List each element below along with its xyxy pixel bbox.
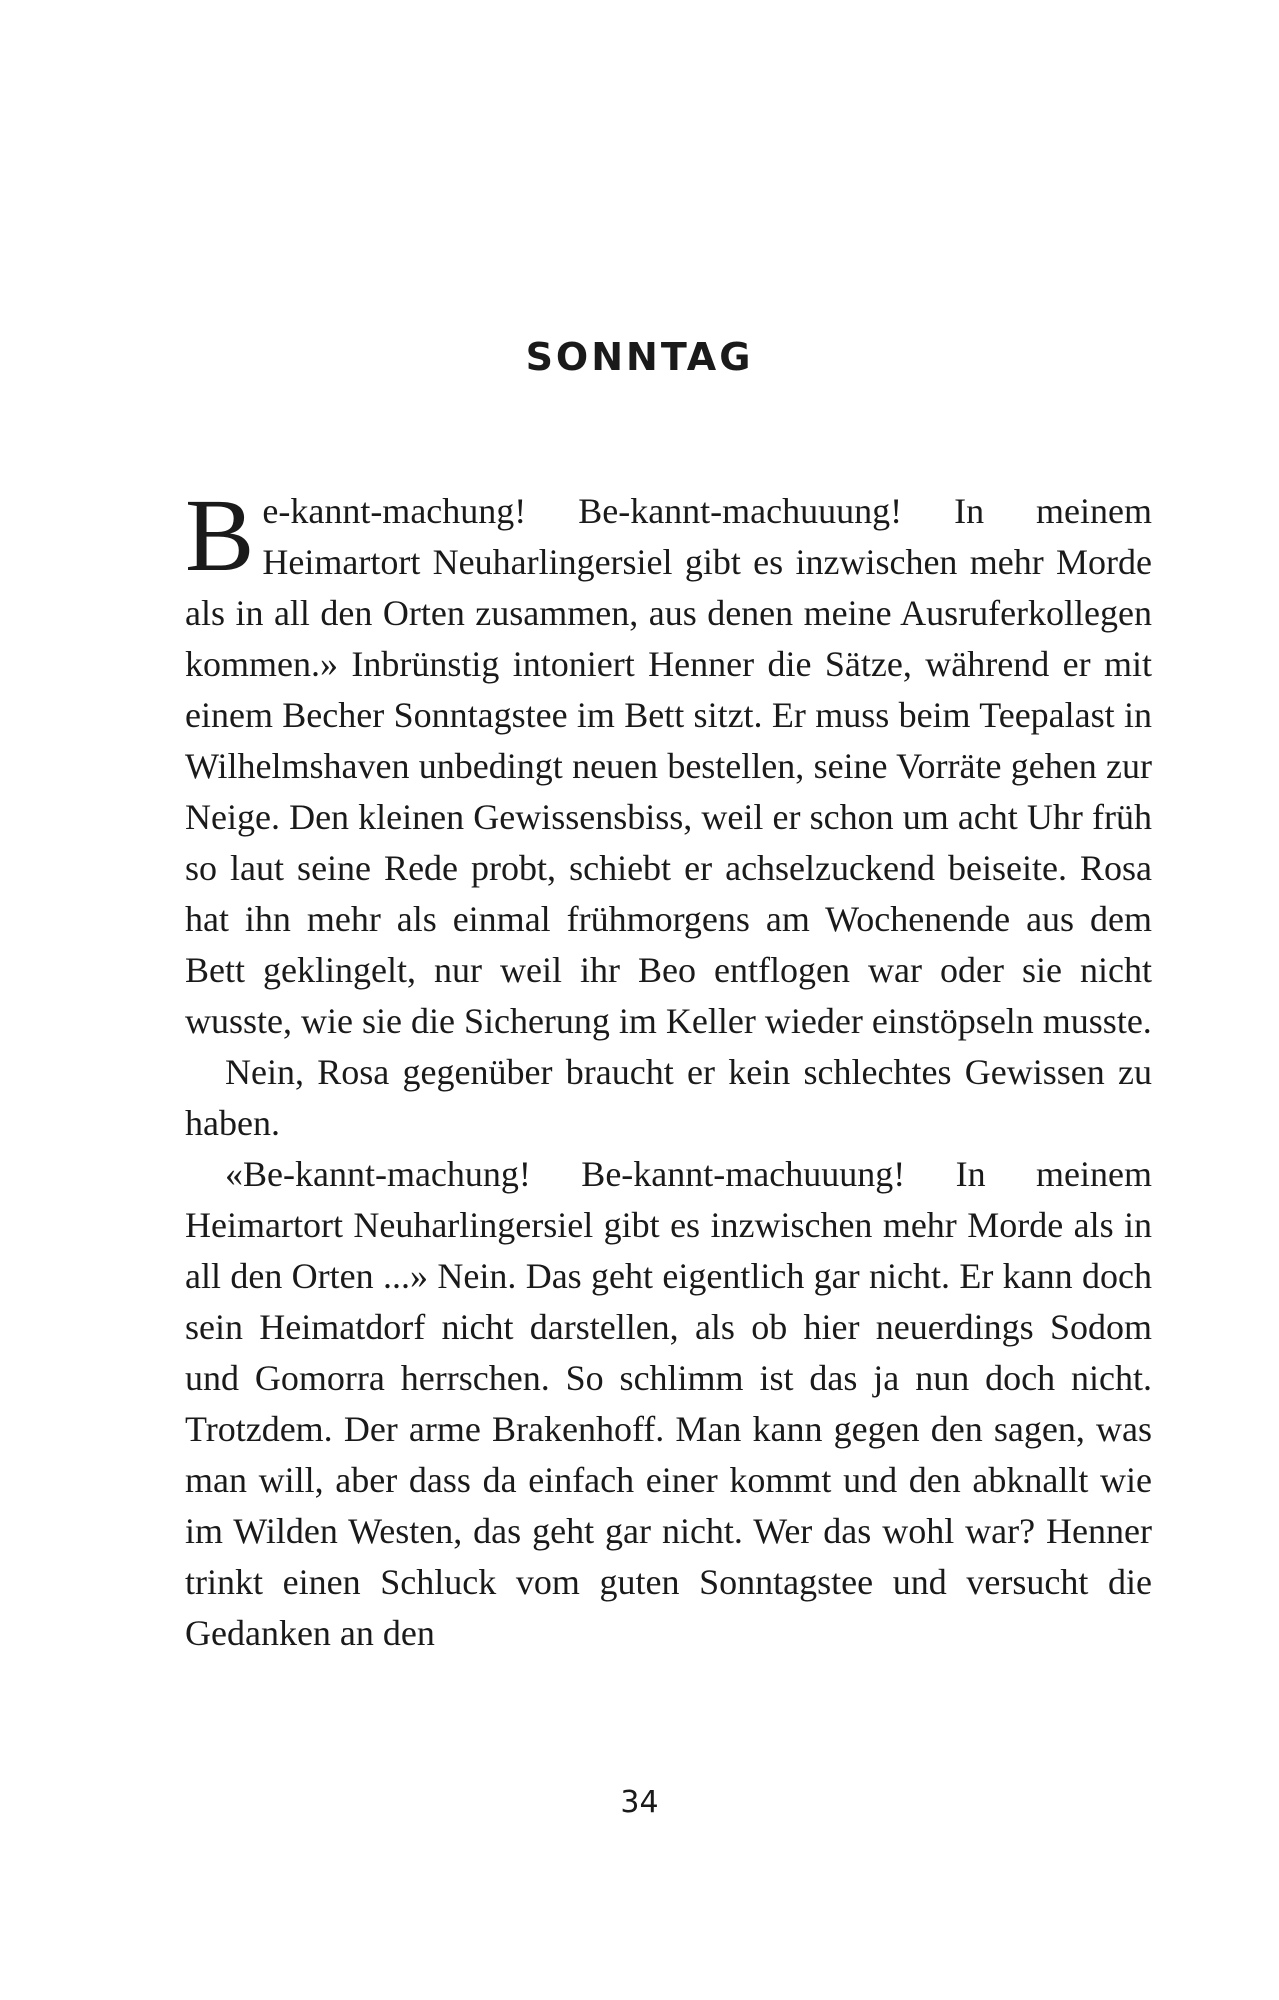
body-text <box>185 478 1152 1659</box>
page-number: 34 <box>620 1785 659 1820</box>
drop-cap: B <box>185 478 255 593</box>
chapter-title: SONNTAG <box>525 335 754 379</box>
paragraph-2: Nein, Rosa gegenüber braucht er kein schlechtes Gewissen zu haben. <box>185 1052 1152 1143</box>
paragraph-1-text: e-kannt-machung! Be-kannt-machuuung! In meinem Heimartort Neuharlingersiel gibt es inzwischen mehr Morde als in all den Orten zusammen, aus denen meine Ausruferkollegen kommen.» Inbrünstig intoniert Henner die Sätze, während er mit einem Becher Sonntagstee im Bett sitzt. Er muss beim Teepalast in Wilhelmshaven unbedingt neuen bestellen, seine Vorräte gehen zur Neige. Den kleinen Gewissensbiss, weil er schon um acht Uhr früh so laut seine Rede probt, schiebt er achselzuckend beiseite. Rosa hat ihn mehr als einmal frühmorgens am Wochenende aus dem Bett geklingelt, nur weil ihr Beo entflogen war oder sie nicht wusste, wie sie die Sicherung im Keller wieder einstöpseln musste. <box>185 491 1152 1041</box>
paragraph-3: «Be-kannt-machung! Be-kannt-machuuung! In meinem Heimartort Neuharlingersiel gibt es inzwischen mehr Morde als in all den Orten ...» Nein. Das geht eigentlich gar nicht. Er kann doch sein Heimatdorf nicht darstellen, als ob hier neuerdings Sodom und Gomorra herrschen. So schlimm ist das ja nun doch nicht. Trotzdem. Der arme Brakenhoff. Man kann gegen den sagen, was man will, aber dass da einfach einer kommt und den abknallt wie im Wilden Westen, das geht gar nicht. Wer das wohl war? Henner trinkt einen Schluck vom guten Sonntagstee und versucht die Gedanken an den <box>185 1154 1152 1653</box>
paragraph-1 <box>185 478 1152 1047</box>
